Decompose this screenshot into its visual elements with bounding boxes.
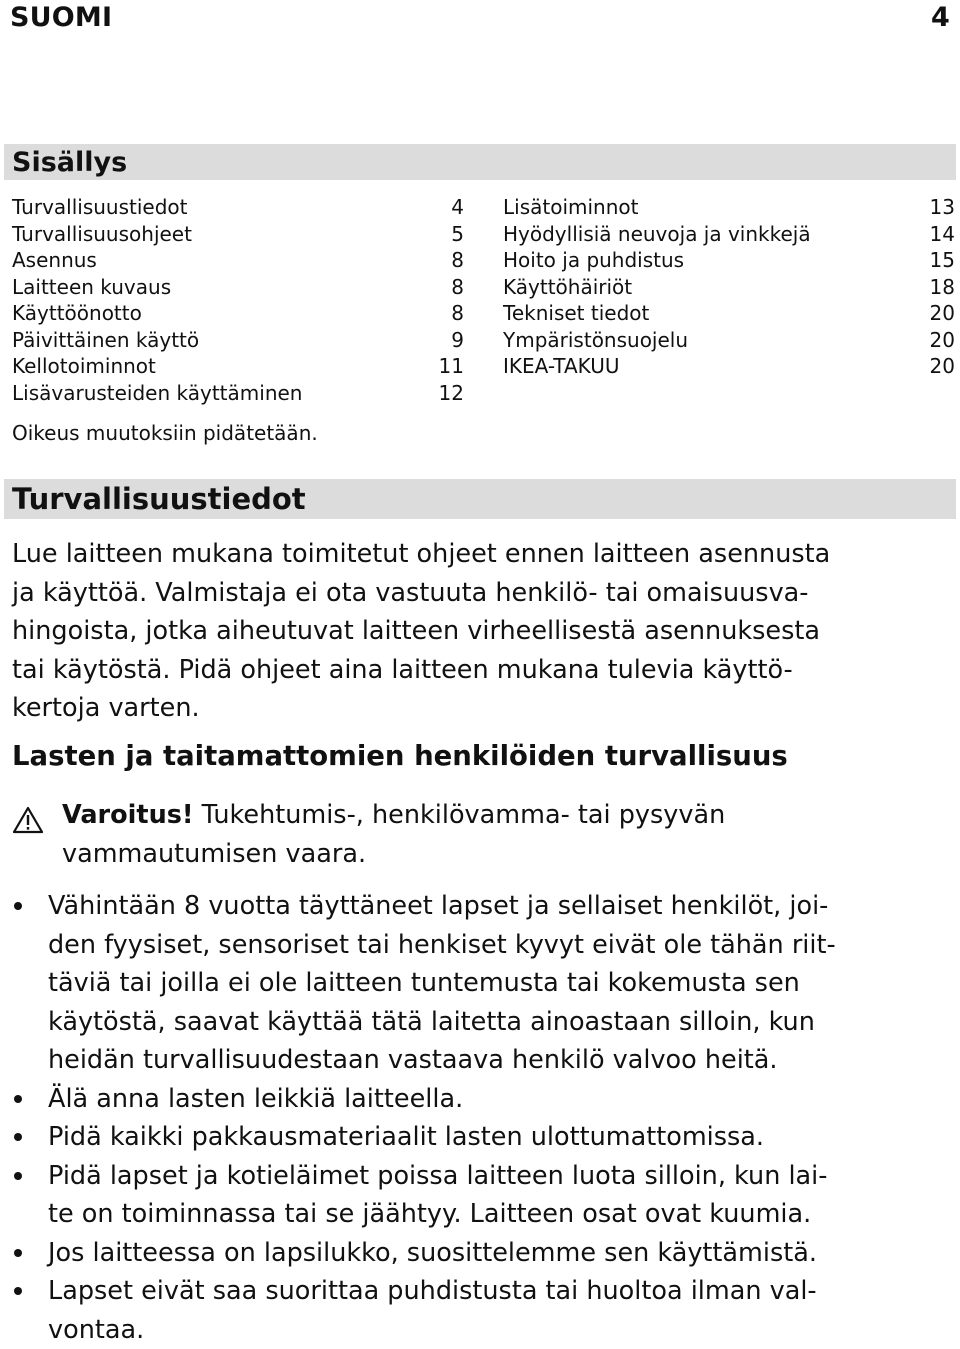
page-number: 4 bbox=[931, 2, 950, 33]
toc-entry-label: Turvallisuusohjeet bbox=[12, 221, 192, 248]
toc-right-column bbox=[503, 194, 955, 380]
toc-entry-page: 8 bbox=[451, 247, 464, 274]
toc-title: Sisällys bbox=[12, 147, 127, 178]
warning-text: Tukehtumis-, henkilövamma- tai pysyvän bbox=[194, 800, 726, 830]
safety-title: Turvallisuustiedot bbox=[12, 482, 306, 516]
toc-entry-page: 9 bbox=[451, 327, 464, 354]
intro-line: tai käytöstä. Pidä ohjeet aina laitteen mukana tulevia käyttö- bbox=[12, 651, 948, 690]
toc-entry-label: Hoito ja puhdistus bbox=[503, 247, 684, 274]
toc-entry-page: 20 bbox=[930, 327, 955, 354]
intro-line: hingoista, jotka aiheutuvat laitteen virheellisestä asennuksesta bbox=[12, 612, 948, 651]
toc-entry-page: 15 bbox=[930, 247, 955, 274]
list-item-line: vontaa. bbox=[48, 1311, 948, 1349]
toc-entry-page: 11 bbox=[439, 353, 464, 380]
toc-entry bbox=[503, 274, 955, 301]
toc-entry-label: Asennus bbox=[12, 247, 97, 274]
list-item bbox=[12, 887, 948, 1080]
list-item-line: Jos laitteessa on lapsilukko, suosittelemme sen käyttämistä. bbox=[48, 1234, 948, 1273]
toc-entry-label: Laitteen kuvaus bbox=[12, 274, 171, 301]
bullet-dot-icon bbox=[14, 1095, 22, 1103]
list-item bbox=[12, 1118, 948, 1157]
intro-line: Lue laitteen mukana toimitetut ohjeet ennen laitteen asennusta bbox=[12, 535, 948, 574]
toc-entry-label: Hyödyllisiä neuvoja ja vinkkejä bbox=[503, 221, 811, 248]
toc-entry-page: 14 bbox=[930, 221, 955, 248]
toc-entry bbox=[12, 353, 464, 380]
toc-entry bbox=[503, 353, 955, 380]
toc-entry bbox=[12, 194, 464, 221]
list-item-line: Pidä lapset ja kotieläimet poissa laitteen luota silloin, kun lai- bbox=[48, 1157, 948, 1196]
toc-entry-page: 18 bbox=[930, 274, 955, 301]
child-safety-subheading: Lasten ja taitamattomien henkilöiden turvallisuus bbox=[12, 740, 788, 772]
bullet-dot-icon bbox=[14, 902, 22, 910]
list-item-line: käytöstä, saavat käyttää tätä laitetta ainoastaan silloin, kun bbox=[48, 1003, 948, 1042]
warning-block bbox=[12, 796, 725, 873]
toc-entry bbox=[503, 300, 955, 327]
toc-entry bbox=[12, 274, 464, 301]
list-item-line: Älä anna lasten leikkiä laitteella. bbox=[48, 1080, 948, 1119]
toc-entry-page: 12 bbox=[439, 380, 464, 407]
list-item-line: heidän turvallisuudestaan vastaava henkilö valvoo heitä. bbox=[48, 1041, 948, 1080]
warning-line-1 bbox=[12, 796, 725, 835]
toc-entry-label: Lisävarusteiden käyttäminen bbox=[12, 380, 302, 407]
toc-entry bbox=[12, 247, 464, 274]
list-item-line: täviä tai joilla ei ole laitteen tuntemusta tai kokemusta sen bbox=[48, 964, 948, 1003]
warning-triangle-icon bbox=[12, 806, 44, 834]
toc-entry-label: IKEA-TAKUU bbox=[503, 353, 619, 380]
bullet-dot-icon bbox=[14, 1249, 22, 1257]
list-item bbox=[12, 1272, 948, 1349]
toc-entry-label: Ympäristönsuojelu bbox=[503, 327, 688, 354]
list-item-line: Pidä kaikki pakkausmateriaalit lasten ulottumattomissa. bbox=[48, 1118, 948, 1157]
intro-line: kertoja varten. bbox=[12, 689, 948, 728]
toc-entry-page: 8 bbox=[451, 274, 464, 301]
safety-heading bbox=[4, 479, 956, 519]
bullet-dot-icon bbox=[14, 1133, 22, 1141]
toc-entry bbox=[12, 300, 464, 327]
language-label: SUOMI bbox=[10, 2, 112, 33]
toc-entry bbox=[12, 380, 464, 407]
toc-entry-label: Päivittäinen käyttö bbox=[12, 327, 199, 354]
toc-entry-page: 20 bbox=[930, 300, 955, 327]
toc-entry-page: 5 bbox=[451, 221, 464, 248]
toc-entry bbox=[12, 221, 464, 248]
toc-entry-page: 8 bbox=[451, 300, 464, 327]
toc-entry-page: 13 bbox=[930, 194, 955, 221]
toc-note: Oikeus muutoksiin pidätetään. bbox=[12, 421, 318, 445]
toc-entry bbox=[503, 247, 955, 274]
toc-entry bbox=[503, 327, 955, 354]
list-item-line: Lapset eivät saa suorittaa puhdistusta tai huoltoa ilman val- bbox=[48, 1272, 948, 1311]
toc-entry-page: 4 bbox=[451, 194, 464, 221]
list-item-line: te on toiminnassa tai se jäähtyy. Laitteen osat ovat kuumia. bbox=[48, 1195, 948, 1234]
warning-label: Varoitus! bbox=[62, 800, 194, 830]
page-header bbox=[10, 0, 950, 34]
toc-entry-label: Lisätoiminnot bbox=[503, 194, 638, 221]
list-item bbox=[12, 1080, 948, 1119]
intro-line: ja käyttöä. Valmistaja ei ota vastuuta henkilö- tai omaisuusva- bbox=[12, 574, 948, 613]
toc-entry bbox=[503, 194, 955, 221]
list-item-line: den fyysiset, sensoriset tai henkiset kyvyt eivät ole tähän riit- bbox=[48, 926, 948, 965]
safety-bullet-list bbox=[12, 887, 948, 1349]
toc-entry-label: Käyttöönotto bbox=[12, 300, 142, 327]
toc-left-column bbox=[12, 194, 464, 406]
bullet-dot-icon bbox=[14, 1287, 22, 1295]
list-item bbox=[12, 1157, 948, 1234]
toc-heading bbox=[4, 144, 956, 180]
toc-entry-label: Kellotoiminnot bbox=[12, 353, 156, 380]
toc-entry-label: Käyttöhäiriöt bbox=[503, 274, 632, 301]
list-item-line: Vähintään 8 vuotta täyttäneet lapset ja sellaiset henkilöt, joi- bbox=[48, 887, 948, 926]
warning-line-2: vammautumisen vaara. bbox=[12, 835, 725, 874]
toc-entry bbox=[503, 221, 955, 248]
toc-entry-label: Tekniset tiedot bbox=[503, 300, 649, 327]
list-item bbox=[12, 1234, 948, 1273]
bullet-dot-icon bbox=[14, 1172, 22, 1180]
safety-intro bbox=[12, 535, 948, 728]
toc-entry-page: 20 bbox=[930, 353, 955, 380]
toc-entry-label: Turvallisuustiedot bbox=[12, 194, 188, 221]
toc-entry bbox=[12, 327, 464, 354]
